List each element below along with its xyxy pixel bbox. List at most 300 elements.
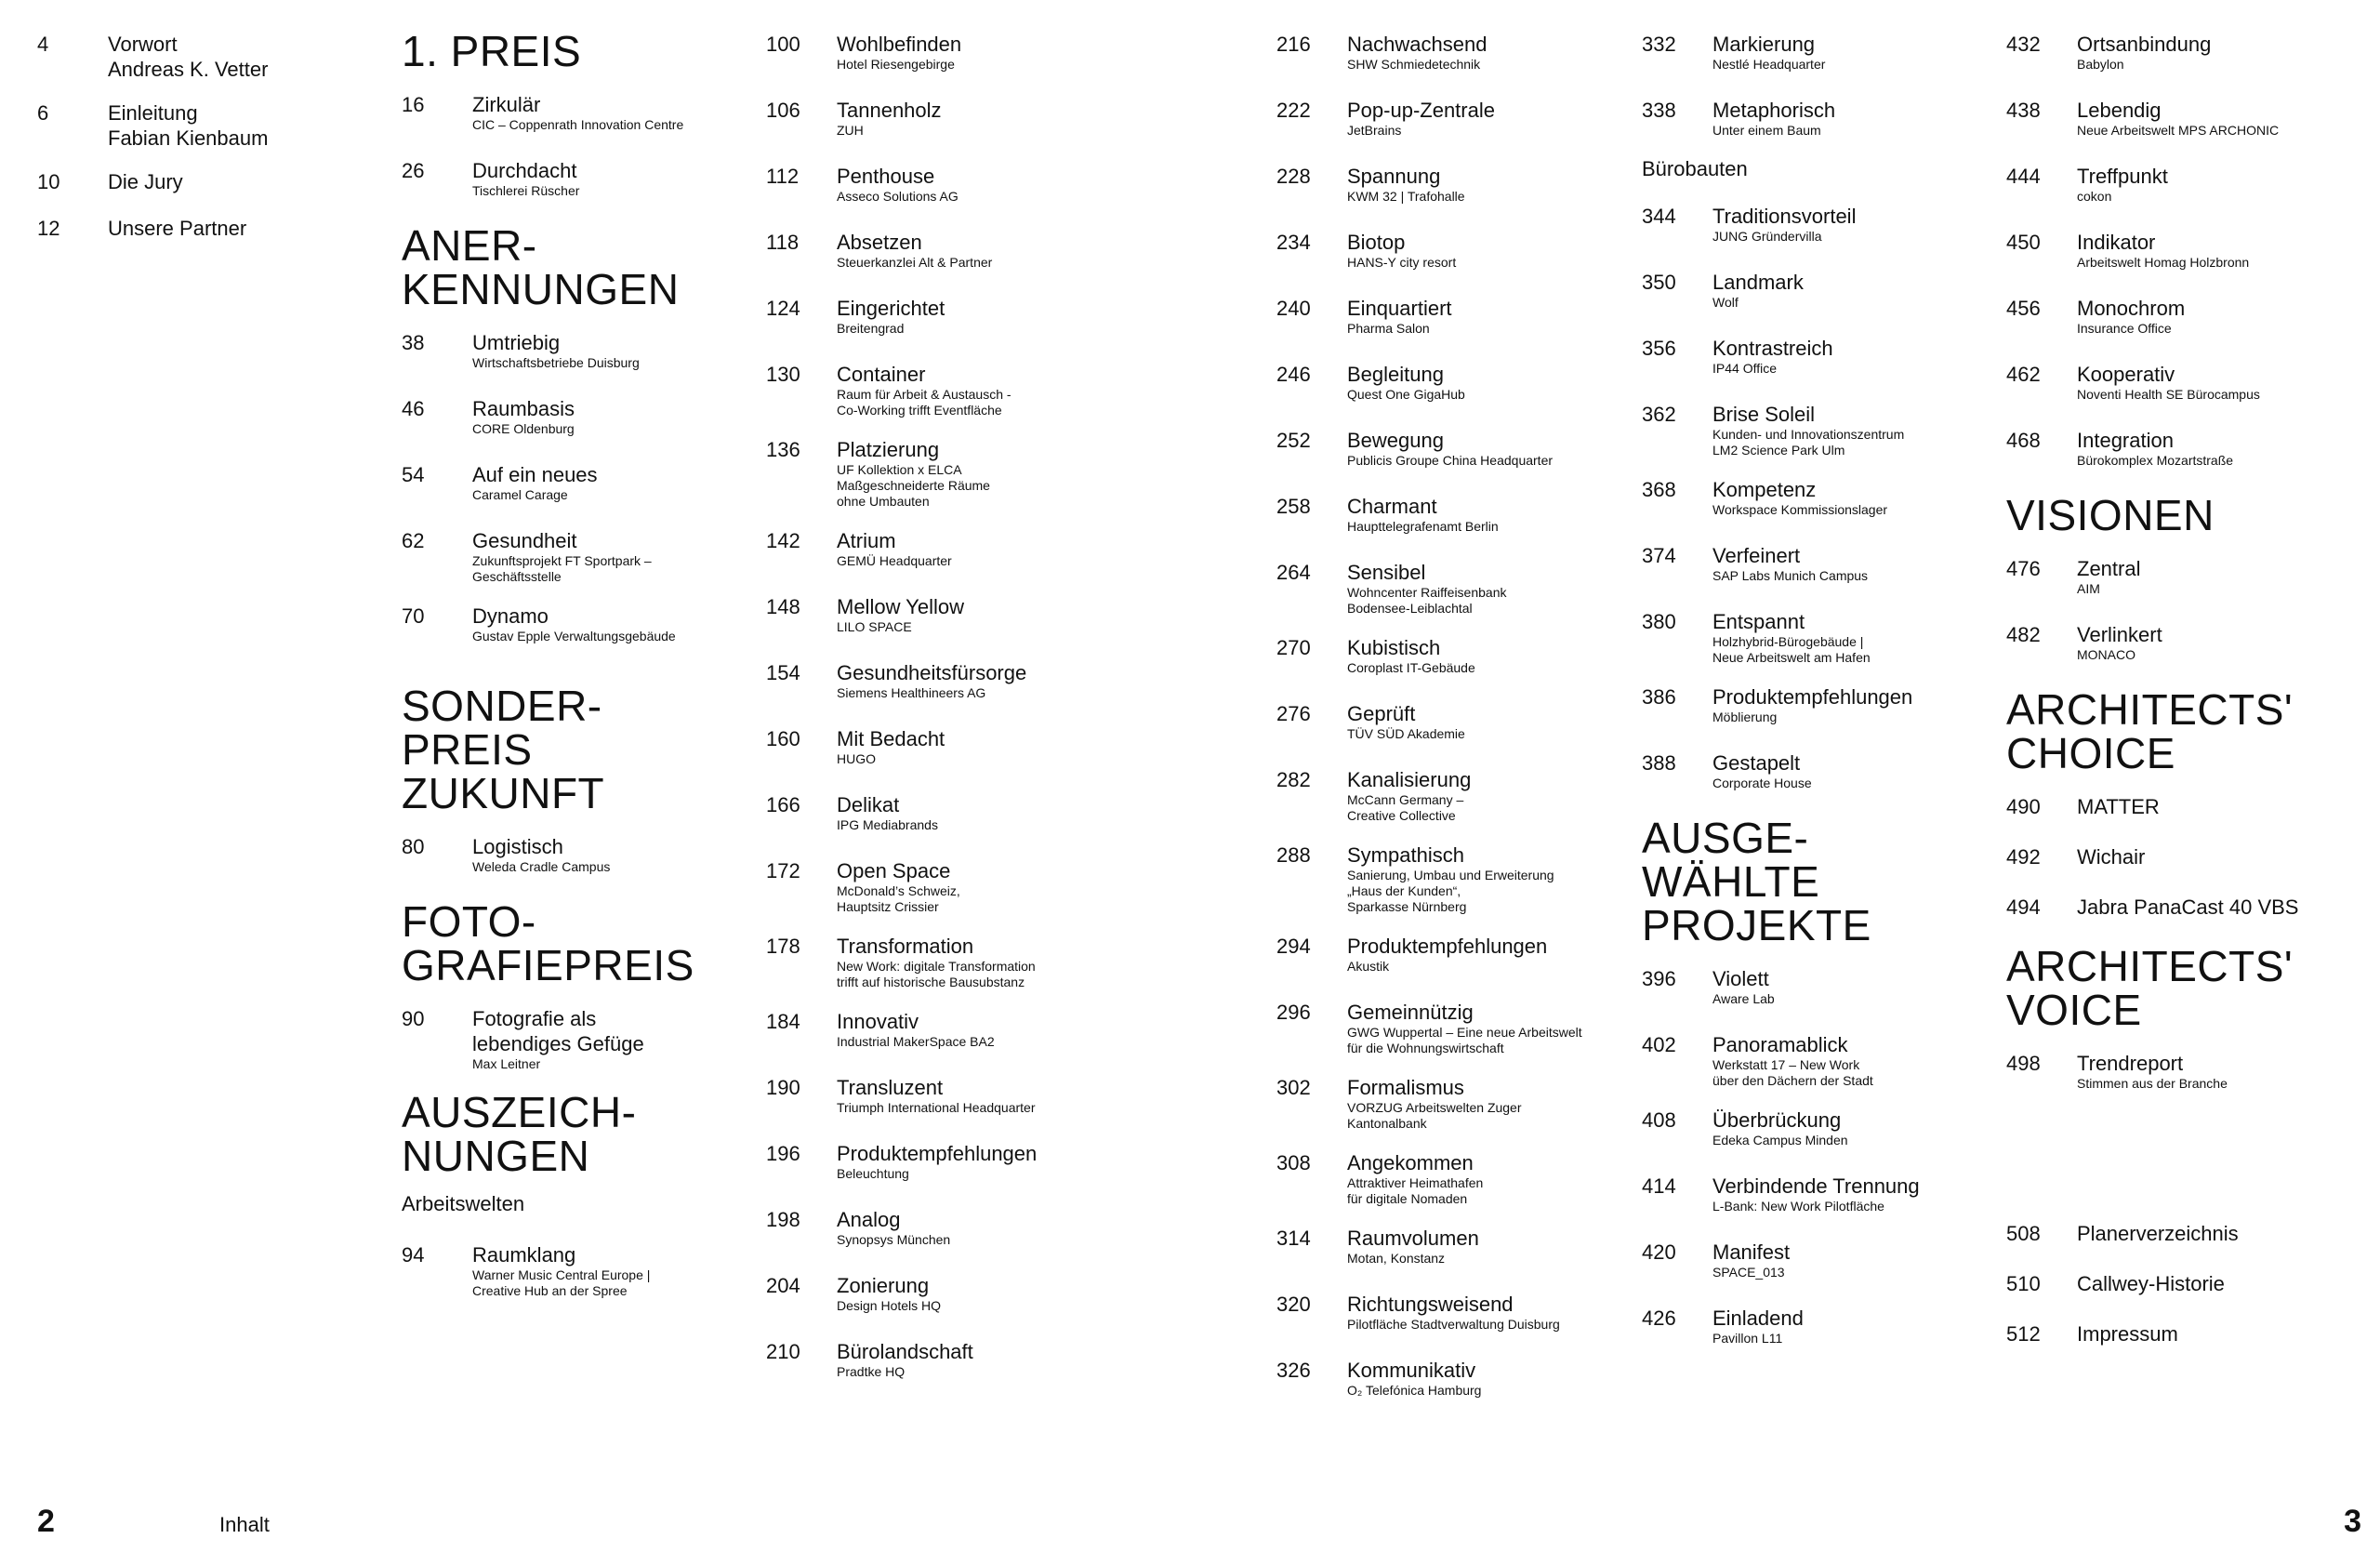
toc-entry-subtitle: Attraktiver Heimathafen für digitale Nomaden (1347, 1175, 1484, 1206)
toc-column-arbeitswelten-2 (1276, 32, 1630, 1424)
toc-entry-title: Nachwachsend (1347, 33, 1488, 56)
toc-entry-subtitle: Werkstatt 17 – New Work über den Dächern der Stadt (1712, 1057, 1873, 1088)
toc-entry-subtitle: Pilotfläche Stadtverwaltung Duisburg (1347, 1317, 1560, 1332)
toc-entry (1276, 1358, 1630, 1405)
entry-list-buerobauten (1642, 204, 2000, 798)
toc-page-number: 356 (1642, 337, 1676, 360)
toc-page-number: 184 (766, 1010, 800, 1033)
toc-entry (2006, 32, 2373, 79)
toc-page-number: 490 (2006, 795, 2041, 818)
toc-page-number: 482 (2006, 623, 2041, 646)
toc-entry-subtitle: Pharma Salon (1347, 321, 1430, 336)
toc-entry-title: Tannenholz (837, 99, 942, 122)
toc-entry-subtitle: Coroplast IT-Gebäude (1347, 660, 1475, 675)
toc-page-number: 420 (1642, 1240, 1676, 1264)
toc-entry (2006, 844, 2373, 872)
toc-page-number: 106 (766, 99, 800, 122)
toc-entry-subtitle: Arbeitswelt Homag Holzbronn (2077, 255, 2250, 270)
toc-entry-title: Dynamo (472, 604, 549, 628)
toc-entry-title: Ortsanbindung (2077, 33, 2212, 56)
subheading-buerobauten: Bürobauten (1642, 157, 1748, 180)
toc-entry-subtitle: Pradtke HQ (837, 1364, 906, 1379)
toc-entry (2006, 556, 2373, 604)
toc-entry-subtitle: Wolf (1712, 295, 1739, 310)
toc-entry-subtitle: CIC – Coppenrath Innovation Centre (472, 117, 684, 132)
toc-entry-title: Trendreport (2077, 1052, 2184, 1075)
toc-entry-title: Zirkulär (472, 93, 541, 116)
entry-list-ausgewaehlte (1642, 966, 2000, 1353)
toc-entry-title: Indikator (2077, 231, 2156, 254)
toc-page-number: 4 (37, 33, 49, 56)
toc-page-number: 90 (402, 1007, 425, 1030)
toc-page-number: 396 (1642, 967, 1676, 990)
toc-entry-title: Logistisch (472, 835, 563, 858)
toc-entry-title: Angekommen (1347, 1151, 1474, 1174)
toc-entry-subtitle: HANS-Y city resort (1347, 255, 1457, 270)
toc-entry-title: Kontrastreich (1712, 337, 1833, 360)
toc-entry (402, 330, 746, 378)
toc-page-number: 148 (766, 595, 800, 618)
toc-page-number: 314 (1276, 1227, 1311, 1250)
toc-entry (37, 169, 344, 197)
toc-entry-title: Monochrom (2077, 297, 2186, 320)
page-section-label: Inhalt (219, 1513, 270, 1536)
toc-entry-subtitle: JUNG Gründervilla (1712, 229, 1822, 244)
toc-entry-title: Entspannt (1712, 610, 1805, 633)
section-heading-sonderpreis: SONDER- PREIS ZUKUNFT (402, 682, 605, 817)
toc-entry (1276, 1226, 1630, 1273)
toc-entry-subtitle: Insurance Office (2077, 321, 2172, 336)
toc-entry-title: Kubistisch (1347, 636, 1441, 659)
toc-entry-subtitle: O₂ Telefónica Hamburg (1347, 1383, 1482, 1398)
toc-entry-subtitle: VORZUG Arbeitswelten Zuger Kantonalbank (1347, 1100, 1522, 1131)
toc-entry-title: Innovativ (837, 1010, 919, 1033)
toc-page-number: 222 (1276, 99, 1311, 122)
toc-entry (1276, 98, 1630, 145)
toc-entry-title: Formalismus (1347, 1076, 1464, 1099)
toc-entry (766, 594, 1250, 642)
toc-page-number: 196 (766, 1142, 800, 1165)
toc-entry-title: Verbindende Trennung (1712, 1174, 1920, 1198)
toc-page-number: 264 (1276, 561, 1311, 584)
toc-entry-subtitle: McCann Germany – Creative Collective (1347, 792, 1464, 823)
toc-page-number: 154 (766, 661, 800, 684)
toc-page-number: 172 (766, 859, 800, 882)
entry-list-back-matter (2006, 1221, 2373, 1349)
toc-entry (2006, 622, 2373, 670)
toc-page-number: 282 (1276, 768, 1311, 791)
toc-entry-title: Wichair (2077, 845, 2146, 869)
toc-entry-title: Raumbasis (472, 397, 575, 420)
toc-entry-title: Analog (837, 1208, 901, 1231)
toc-entry (1276, 1075, 1630, 1132)
toc-page-number: 240 (1276, 297, 1311, 320)
toc-column-visionen (2006, 32, 2373, 1372)
toc-page-number: 142 (766, 529, 800, 552)
toc-page-number: 26 (402, 159, 425, 182)
toc-entry (766, 362, 1250, 418)
toc-entry (1276, 164, 1630, 211)
entry-list-anerkennungen (402, 330, 746, 651)
toc-entry-subtitle: Neue Arbeitswelt MPS ARCHONIC (2077, 123, 2280, 138)
toc-entry-title: Mit Bedacht (837, 727, 945, 750)
toc-entry-title: Landmark (1712, 271, 1804, 294)
toc-entry (1642, 336, 2000, 383)
toc-column-front (37, 32, 344, 262)
toc-page-number: 350 (1642, 271, 1676, 294)
toc-entry (766, 1339, 1250, 1386)
toc-entry (1642, 966, 2000, 1014)
toc-entry-title: Verlinkert (2077, 623, 2162, 646)
toc-entry-subtitle: SAP Labs Munich Campus (1712, 568, 1869, 583)
toc-entry (766, 1075, 1250, 1122)
toc-entry-subtitle: Corporate House (1712, 776, 1812, 790)
toc-entry (1276, 32, 1630, 79)
toc-page-number: 386 (1642, 685, 1676, 709)
toc-entry-title: Umtriebig (472, 331, 561, 354)
toc-page-number: 380 (1642, 610, 1676, 633)
toc-page-number: 468 (2006, 429, 2041, 452)
toc-entry-subtitle: Stimmen aus der Branche (2077, 1076, 2228, 1091)
toc-entry-title: Zentral (2077, 557, 2141, 580)
toc-entry-subtitle: HUGO (837, 751, 876, 766)
toc-entry-title: Produktempfehlungen (837, 1142, 1038, 1165)
toc-entry-subtitle: UF Kollektion x ELCA Maßgeschneiderte Räume ohne Umbauten (837, 462, 990, 509)
toc-column-buerobauten (1642, 32, 2000, 1372)
toc-entry-subtitle: Tischlerei Rüscher (472, 183, 580, 198)
toc-entry-title: Geprüft (1347, 702, 1416, 725)
toc-entry (402, 834, 746, 882)
toc-entry (766, 1009, 1250, 1056)
toc-entry-title: Richtungsweisend (1347, 1293, 1514, 1316)
toc-entry (1642, 270, 2000, 317)
toc-entry-subtitle: Edeka Campus Minden (1712, 1133, 1848, 1147)
toc-page-number: 498 (2006, 1052, 2041, 1075)
toc-entry (402, 158, 746, 206)
entry-list-col6-top (2006, 32, 2373, 475)
toc-page-number: 198 (766, 1208, 800, 1231)
toc-entry-subtitle: Quest One GigaHub (1347, 387, 1465, 402)
entry-list-preis (402, 92, 746, 206)
toc-entry (402, 1242, 746, 1299)
toc-page-number: 326 (1276, 1359, 1311, 1382)
toc-page-number: 450 (2006, 231, 2041, 254)
toc-entry-title: Panoramablick (1712, 1033, 1848, 1056)
toc-page-number: 118 (766, 231, 800, 254)
toc-entry-title: Einleitung (108, 101, 198, 125)
toc-entry-subtitle: Möblierung (1712, 710, 1778, 724)
toc-page-number: 344 (1642, 205, 1676, 228)
toc-entry-title: Gemeinnützig (1347, 1001, 1474, 1024)
toc-page-number: 368 (1642, 478, 1676, 501)
toc-entry-title: Platzierung (837, 438, 940, 461)
toc-page-number: 476 (2006, 557, 2041, 580)
toc-entry-title: Zonierung (837, 1274, 930, 1297)
toc-entry-subtitle: Gustav Epple Verwaltungsgebäude (472, 629, 676, 643)
toc-entry-title: Unsere Partner (108, 217, 247, 240)
toc-entry-title: Produktempfehlungen (1712, 685, 1913, 709)
toc-entry-subtitle: Raum für Arbeit & Austausch - Co-Working trifft Eventfläche (837, 387, 1012, 418)
toc-entry (766, 230, 1250, 277)
toc-entry-subtitle: Warner Music Central Europe | Creative Hub an der Spree (472, 1267, 651, 1298)
toc-entry (2006, 794, 2373, 822)
toc-entry-title: Einladend (1712, 1307, 1804, 1330)
toc-entry (2006, 1271, 2373, 1299)
toc-entry-title: Vorwort (108, 33, 178, 56)
toc-page-number: 332 (1642, 33, 1676, 56)
toc-entry (2006, 362, 2373, 409)
toc-entry-subtitle: IP44 Office (1712, 361, 1778, 376)
toc-page-number: 246 (1276, 363, 1311, 386)
toc-page-number: 338 (1642, 99, 1676, 122)
toc-entry (1642, 477, 2000, 524)
toc-entry (1642, 402, 2000, 458)
toc-entry-subtitle: Pavillon L11 (1712, 1331, 1783, 1346)
toc-entry (402, 92, 746, 139)
toc-entry-title: Durchdacht (472, 159, 577, 182)
toc-entry-subtitle: Publicis Groupe China Headquarter (1347, 453, 1554, 468)
toc-page-number: 512 (2006, 1322, 2041, 1346)
toc-page-number: 216 (1276, 33, 1311, 56)
toc-entry-subtitle: Sanierung, Umbau und Erweiterung „Haus der Kunden“, Sparkasse Nürnberg (1347, 868, 1554, 914)
section-heading-visionen: VISIONEN (2006, 491, 2215, 539)
toc-entry (766, 1141, 1250, 1188)
toc-page-number: 80 (402, 835, 425, 858)
toc-page-number: 252 (1276, 429, 1311, 452)
toc-page-number: 302 (1276, 1076, 1311, 1099)
toc-entry-title: Atrium (837, 529, 896, 552)
section-heading-architects-choice: ARCHITECTS' CHOICE (2006, 685, 2294, 777)
toc-entry-subtitle: GWG Wuppertal – Eine neue Arbeitswelt für die Wohnungswirtschaft (1347, 1025, 1582, 1055)
subheading-arbeitswelten: Arbeitswelten (402, 1192, 525, 1215)
toc-entry-title: Integration (2077, 429, 2174, 452)
toc-entry (1276, 362, 1630, 409)
toc-entry-title: Kompetenz (1712, 478, 1817, 501)
toc-page-number: 494 (2006, 895, 2041, 919)
toc-entry-subtitle: Bürokomplex Mozartstraße (2077, 453, 2234, 468)
toc-entry-title: Jabra PanaCast 40 VBS (2077, 895, 2299, 919)
toc-entry-subtitle: Unter einem Baum (1712, 123, 1821, 138)
entry-list-col4 (1276, 32, 1630, 1405)
toc-page-number: 190 (766, 1076, 800, 1099)
toc-entry (402, 462, 746, 510)
toc-page-number: 276 (1276, 702, 1311, 725)
toc-page-number: 204 (766, 1274, 800, 1297)
toc-page-number: 12 (37, 217, 60, 240)
toc-entry-subtitle: Motan, Konstanz (1347, 1251, 1446, 1266)
toc-entry-title: Transformation (837, 935, 974, 958)
toc-page-number: 228 (1276, 165, 1311, 188)
toc-entry-title: Planerverzeichnis (2077, 1222, 2239, 1245)
toc-page-number: 136 (766, 438, 800, 461)
toc-page-number: 94 (402, 1243, 425, 1267)
toc-entry-subtitle: Steuerkanzlei Alt & Partner (837, 255, 993, 270)
toc-entry-title: Sensibel (1347, 561, 1426, 584)
toc-entry-subtitle: Max Leitner (472, 1056, 541, 1071)
toc-entry-subtitle: Industrial MakerSpace BA2 (837, 1034, 995, 1049)
toc-entry (1642, 543, 2000, 590)
toc-entry (2006, 1221, 2373, 1249)
toc-entry-title: MATTER (2077, 795, 2160, 818)
toc-page-number: 294 (1276, 935, 1311, 958)
toc-entry-title: Fotografie als lebendiges Gefüge (472, 1007, 644, 1055)
toc-entry (1642, 204, 2000, 251)
toc-entry (1276, 1292, 1630, 1339)
toc-entry-subtitle: Kunden- und Innovationszentrum LM2 Science Park Ulm (1712, 427, 1905, 458)
toc-entry-title: Lebendig (2077, 99, 2162, 122)
toc-page-number: 426 (1642, 1307, 1676, 1330)
toc-entry (37, 100, 344, 151)
toc-entry-subtitle: McDonald’s Schweiz, Hauptsitz Crissier (837, 883, 960, 914)
toc-entry-title: Treffpunkt (2077, 165, 2168, 188)
toc-entry-title: Violett (1712, 967, 1769, 990)
toc-entry-title: Begleitung (1347, 363, 1444, 386)
toc-entry-title: Auf ein neues (472, 463, 598, 486)
section-heading-architects-voice: ARCHITECTS' VOICE (2006, 942, 2294, 1034)
toc-entry (402, 604, 746, 651)
toc-page-number: 178 (766, 935, 800, 958)
toc-entry-subtitle: Wohncenter Raiffeisenbank Bodensee-Leiblachtal (1347, 585, 1507, 616)
toc-page-number: 100 (766, 33, 800, 56)
toc-entry (1642, 1108, 2000, 1155)
toc-entry-subtitle: Caramel Carage (472, 487, 568, 502)
toc-page-number: 414 (1642, 1174, 1676, 1198)
toc-entry-subtitle: SPACE_013 (1712, 1265, 1785, 1280)
toc-column-awards (402, 27, 746, 1318)
toc-entry (2006, 98, 2373, 145)
toc-entry-title: Penthouse (837, 165, 935, 188)
toc-page-number: 362 (1642, 403, 1676, 426)
section-heading-auszeichnungen: AUSZEICH- NUNGEN (402, 1088, 637, 1180)
toc-entry (2006, 164, 2373, 211)
toc-entry (1642, 609, 2000, 666)
toc-page-number: 166 (766, 793, 800, 816)
toc-page-number: 296 (1276, 1001, 1311, 1024)
toc-entry-subtitle: Beleuchtung (837, 1166, 909, 1181)
toc-entry-subtitle: Aware Lab (1712, 991, 1775, 1006)
toc-entry (1276, 1150, 1630, 1207)
toc-entry-title: Absetzen (837, 231, 922, 254)
toc-entry (1642, 1032, 2000, 1089)
toc-entry-title: Raumvolumen (1347, 1227, 1479, 1250)
toc-entry-subtitle: Siemens Healthineers AG (837, 685, 986, 700)
toc-page-number: 492 (2006, 845, 2041, 869)
entry-list-auszeichnungen (402, 1242, 746, 1299)
toc-entry (2006, 230, 2373, 277)
toc-entry-title: Die Jury (108, 170, 183, 193)
toc-entry-subtitle: JetBrains (1347, 123, 1402, 138)
toc-entry-title: Eingerichtet (837, 297, 945, 320)
toc-entry-subtitle: CORE Oldenburg (472, 421, 575, 436)
toc-entry-subtitle: IPG Mediabrands (837, 817, 938, 832)
toc-entry-subtitle: cokon (2077, 189, 2112, 204)
toc-entry-title: Raumklang (472, 1243, 576, 1267)
section-heading-fotografiepreis: FOTO- GRAFIEPREIS (402, 897, 694, 989)
toc-entry-title: Manifest (1712, 1240, 1791, 1264)
toc-entry-subtitle: Triumph International Headquarter (837, 1100, 1036, 1115)
toc-entry-subtitle: Wirtschaftsbetriebe Duisburg (472, 355, 640, 370)
toc-entry-subtitle: GEMÜ Headquarter (837, 553, 952, 568)
page-number-right: 3 (2344, 1504, 2361, 1539)
toc-entry-title: Open Space (837, 859, 951, 882)
toc-entry-subtitle: Design Hotels HQ (837, 1298, 942, 1313)
toc-entry-subtitle: L-Bank: New Work Pilotfläche (1712, 1199, 1884, 1214)
toc-entry (1276, 560, 1630, 617)
section-heading-ausgewaehlte-projekte: AUSGE- WÄHLTE PROJEKTE (1642, 814, 1871, 949)
toc-entry (766, 934, 1250, 990)
toc-entry-title: Produktempfehlungen (1347, 935, 1548, 958)
toc-page-number: 438 (2006, 99, 2041, 122)
toc-entry (1276, 934, 1630, 981)
toc-page-number: 288 (1276, 843, 1311, 867)
section-heading-1-preis: 1. PREIS (402, 27, 582, 75)
entry-list-visionen (2006, 556, 2373, 670)
toc-entry-subtitle: Hotel Riesengebirge (837, 57, 955, 72)
toc-entry (1276, 635, 1630, 683)
toc-entry-subtitle: New Work: digitale Transformation trifft auf historische Bausubstanz (837, 959, 1036, 989)
toc-entry-subtitle: KWM 32 | Trafohalle (1347, 189, 1465, 204)
toc-entry (2006, 895, 2373, 922)
toc-page-number: 16 (402, 93, 425, 116)
toc-entry-subtitle: Weleda Cradle Campus (472, 859, 611, 874)
toc-entry (2006, 1051, 2373, 1098)
toc-page-number: 54 (402, 463, 425, 486)
toc-page-number: 38 (402, 331, 425, 354)
toc-page-number: 258 (1276, 495, 1311, 518)
toc-entry-title: Container (837, 363, 926, 386)
toc-entry-title: Brise Soleil (1712, 403, 1816, 426)
spacer (2006, 1117, 2373, 1221)
toc-entry-subtitle: Andreas K. Vetter (108, 58, 269, 81)
toc-page-number: 124 (766, 297, 800, 320)
toc-entry (1642, 32, 2000, 79)
toc-page-number: 112 (766, 165, 800, 188)
toc-entry-subtitle: Breitengrad (837, 321, 905, 336)
toc-entry (1276, 428, 1630, 475)
toc-entry-subtitle: Babylon (2077, 57, 2124, 72)
toc-entry-subtitle: Nestlé Headquarter (1712, 57, 1826, 72)
toc-entry-title: Sympathisch (1347, 843, 1464, 867)
toc-entry-subtitle: Akustik (1347, 959, 1390, 974)
toc-entry-title: Verfeinert (1712, 544, 1801, 567)
toc-entry-title: Gestapelt (1712, 751, 1801, 775)
toc-page-number: 374 (1642, 544, 1676, 567)
toc-entry-title: Pop-up-Zentrale (1347, 99, 1495, 122)
toc-entry-title: Delikat (837, 793, 900, 816)
toc-entry (1642, 1240, 2000, 1287)
toc-column-arbeitswelten-1 (766, 32, 1250, 1405)
toc-page-number: 402 (1642, 1033, 1676, 1056)
toc-entry-subtitle: Fabian Kienbaum (108, 126, 269, 150)
toc-entry-title: Spannung (1347, 165, 1441, 188)
toc-entry-title: Gesundheit (472, 529, 577, 552)
toc-page-number: 70 (402, 604, 425, 628)
toc-entry (766, 32, 1250, 79)
toc-entry (2006, 1321, 2373, 1349)
toc-entry-title: Charmant (1347, 495, 1437, 518)
toc-page-number: 62 (402, 529, 425, 552)
section-heading-anerkennungen: ANER- KENNUNGEN (402, 221, 680, 313)
toc-entry (402, 528, 746, 585)
toc-entry-title: Einquartiert (1347, 297, 1452, 320)
toc-entry (402, 1006, 746, 1072)
toc-entry-title: Mellow Yellow (837, 595, 964, 618)
toc-entry-title: Bewegung (1347, 429, 1444, 452)
toc-page-number: 456 (2006, 297, 2041, 320)
toc-page-number: 408 (1642, 1108, 1676, 1132)
toc-page-number: 6 (37, 101, 49, 125)
toc-page-number: 234 (1276, 231, 1311, 254)
